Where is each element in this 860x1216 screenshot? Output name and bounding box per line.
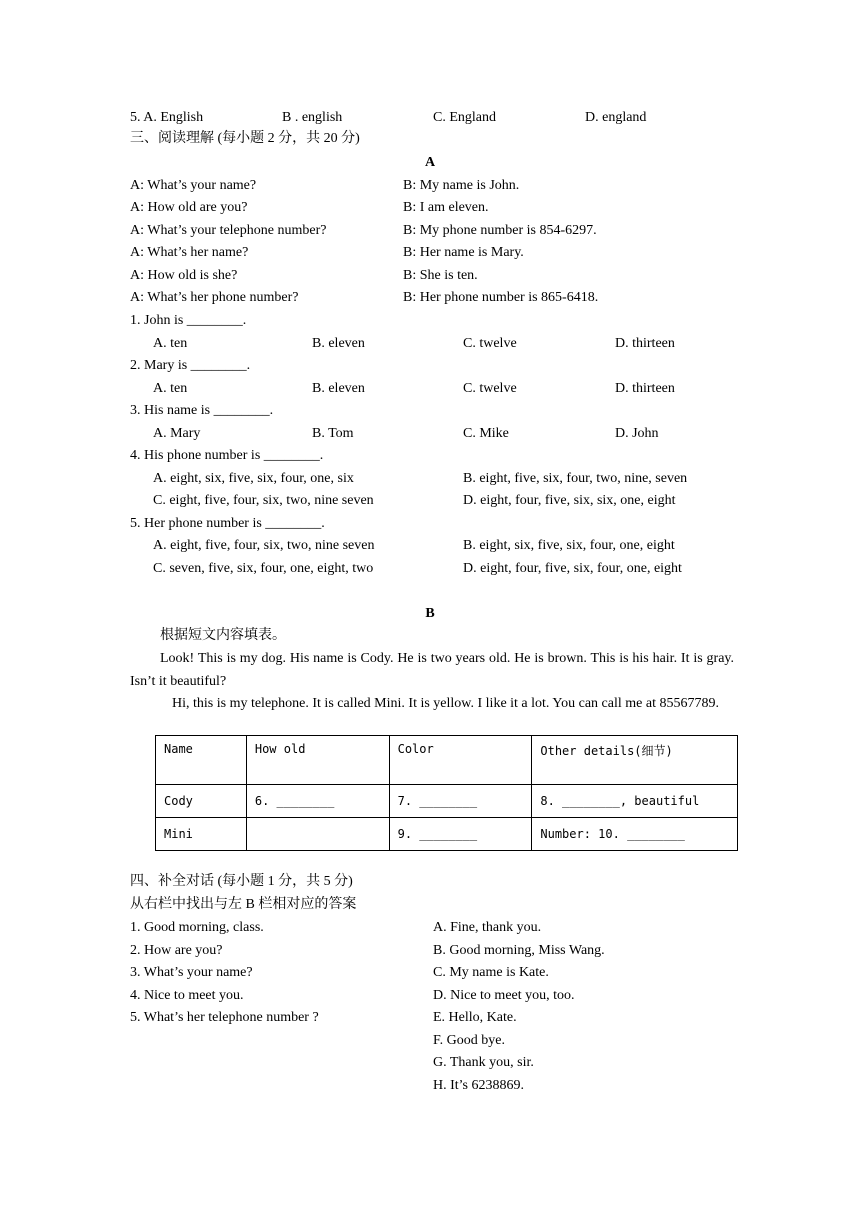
- table-header: How old: [246, 736, 389, 785]
- option-a: A. eight, six, five, six, four, one, six: [153, 471, 354, 486]
- match-row: [130, 941, 740, 961]
- table-cell: Mini: [156, 818, 247, 851]
- option-d: D. thirteen: [615, 336, 675, 351]
- dialog-row: [130, 288, 740, 308]
- match-row: [130, 1076, 740, 1096]
- match-row: [130, 1053, 740, 1073]
- dialog-answer: B: My phone number is 854-6297.: [403, 223, 597, 238]
- left-item: 4. Nice to meet you.: [130, 988, 244, 1003]
- table-cell: Cody: [156, 785, 247, 818]
- passage-paragraph-2: Hi, this is my telephone. It is called Mini. It is yellow. I like it a lot. You can call me at 85567789.: [172, 696, 719, 711]
- option-d: D. eight, four, five, six, four, one, eight: [463, 561, 682, 576]
- option-b: B. eight, five, six, four, two, nine, seven: [463, 471, 688, 486]
- match-row: [130, 918, 740, 938]
- part-a-label: A: [424, 155, 436, 170]
- match-row: [130, 986, 740, 1006]
- section3-title: 三、阅读理解 (每小题 2 分，共 20 分): [130, 131, 360, 146]
- dialog-row: [130, 243, 740, 263]
- option-a: A. ten: [153, 381, 188, 396]
- right-item: A. Fine, thank you.: [433, 920, 542, 935]
- section4-instruction: 从右栏中找出与左 B 栏相对应的答案: [130, 897, 357, 912]
- question-stem: 5. Her phone number is ________.: [130, 516, 325, 531]
- prev-q5-option-b: B . english: [282, 110, 343, 125]
- table-row: [156, 785, 738, 818]
- option-d: D. John: [615, 426, 659, 441]
- option-c: C. twelve: [463, 381, 517, 396]
- dialog-question: A: What’s your telephone number?: [130, 223, 327, 238]
- question-stem: 1. John is ________.: [130, 313, 247, 328]
- dialog-row: [130, 266, 740, 286]
- passage-paragraph-1: Look! This is my dog. His name is Cody. He is two years old. He is brown. This is his hair. It is gray. Isn’t it beautiful?: [130, 651, 734, 689]
- option-a: A. eight, five, four, six, two, nine seven: [153, 538, 375, 553]
- table-cell: 8. ________, beautiful: [532, 785, 738, 818]
- match-row: [130, 1031, 740, 1051]
- section4-title: 四、补全对话 (每小题 1 分，共 5 分): [130, 874, 353, 889]
- question-options: [130, 536, 740, 556]
- right-item: G. Thank you, sir.: [433, 1055, 534, 1070]
- option-c: C. eight, five, four, six, two, nine seven: [153, 493, 374, 508]
- question-stem: 4. His phone number is ________.: [130, 448, 324, 463]
- dialog-question: A: How old are you?: [130, 200, 248, 215]
- dialog-row: [130, 221, 740, 241]
- question-options: [130, 469, 740, 489]
- option-b: B. eleven: [312, 381, 365, 396]
- dialog-question: A: How old is she?: [130, 268, 238, 283]
- option-c: C. Mike: [463, 426, 509, 441]
- part-b-instruction: 根据短文内容填表。: [160, 628, 286, 643]
- right-item: D. Nice to meet you, too.: [433, 988, 575, 1003]
- dialog-answer: B: I am eleven.: [403, 200, 489, 215]
- dialog-question: A: What’s her name?: [130, 245, 249, 260]
- option-a: A. ten: [153, 336, 188, 351]
- option-d: D. thirteen: [615, 381, 675, 396]
- table-cell: Number: 10. ________: [532, 818, 738, 851]
- option-b: B. Tom: [312, 426, 354, 441]
- left-item: 3. What’s your name?: [130, 965, 253, 980]
- table-cell: [246, 818, 389, 851]
- right-item: H. It’s 6238869.: [433, 1078, 524, 1093]
- option-c: C. seven, five, six, four, one, eight, two: [153, 561, 374, 576]
- table-header: Other details(细节): [532, 736, 738, 785]
- option-a: A. Mary: [153, 426, 201, 441]
- right-item: B. Good morning, Miss Wang.: [433, 943, 605, 958]
- question-options: [130, 334, 740, 354]
- left-item: 5. What’s her telephone number ?: [130, 1010, 319, 1025]
- question-stem: 3. His name is ________.: [130, 403, 274, 418]
- match-row: [130, 963, 740, 983]
- question-options: [130, 559, 740, 579]
- part-b-label: B: [425, 606, 435, 621]
- table-header: Color: [389, 736, 532, 785]
- dialog-row: [130, 176, 740, 196]
- prev-q5-option-d: D. england: [585, 110, 647, 125]
- question-stem: 2. Mary is ________.: [130, 358, 251, 373]
- prev-question-5: [130, 108, 740, 128]
- dialog-row: [130, 198, 740, 218]
- option-b: B. eleven: [312, 336, 365, 351]
- option-b: B. eight, six, five, six, four, one, eight: [463, 538, 675, 553]
- right-item: F. Good bye.: [433, 1033, 505, 1048]
- dialog-answer: B: She is ten.: [403, 268, 478, 283]
- question-options: [130, 491, 740, 511]
- table-header-row: [156, 736, 738, 785]
- prev-q5-option-c: C. England: [433, 110, 496, 125]
- table-cell: 7. ________: [389, 785, 532, 818]
- dialog-question: A: What’s her phone number?: [130, 290, 299, 305]
- question-options: [130, 379, 740, 399]
- left-item: 1. Good morning, class.: [130, 920, 264, 935]
- dialog-answer: B: My name is John.: [403, 178, 520, 193]
- dialog-question: A: What’s your name?: [130, 178, 257, 193]
- left-item: 2. How are you?: [130, 943, 223, 958]
- dialog-answer: B: Her name is Mary.: [403, 245, 524, 260]
- option-d: D. eight, four, five, six, six, one, eight: [463, 493, 676, 508]
- table-cell: 9. ________: [389, 818, 532, 851]
- question-options: [130, 424, 740, 444]
- prev-q5-option-a: 5. A. English: [130, 110, 204, 125]
- dialog-answer: B: Her phone number is 865-6418.: [403, 290, 599, 305]
- table-row: [156, 818, 738, 851]
- fill-in-table: [155, 735, 738, 851]
- right-item: C. My name is Kate.: [433, 965, 549, 980]
- right-item: E. Hello, Kate.: [433, 1010, 517, 1025]
- match-row: [130, 1008, 740, 1028]
- option-c: C. twelve: [463, 336, 517, 351]
- table-header: Name: [156, 736, 247, 785]
- table-cell: 6. ________: [246, 785, 389, 818]
